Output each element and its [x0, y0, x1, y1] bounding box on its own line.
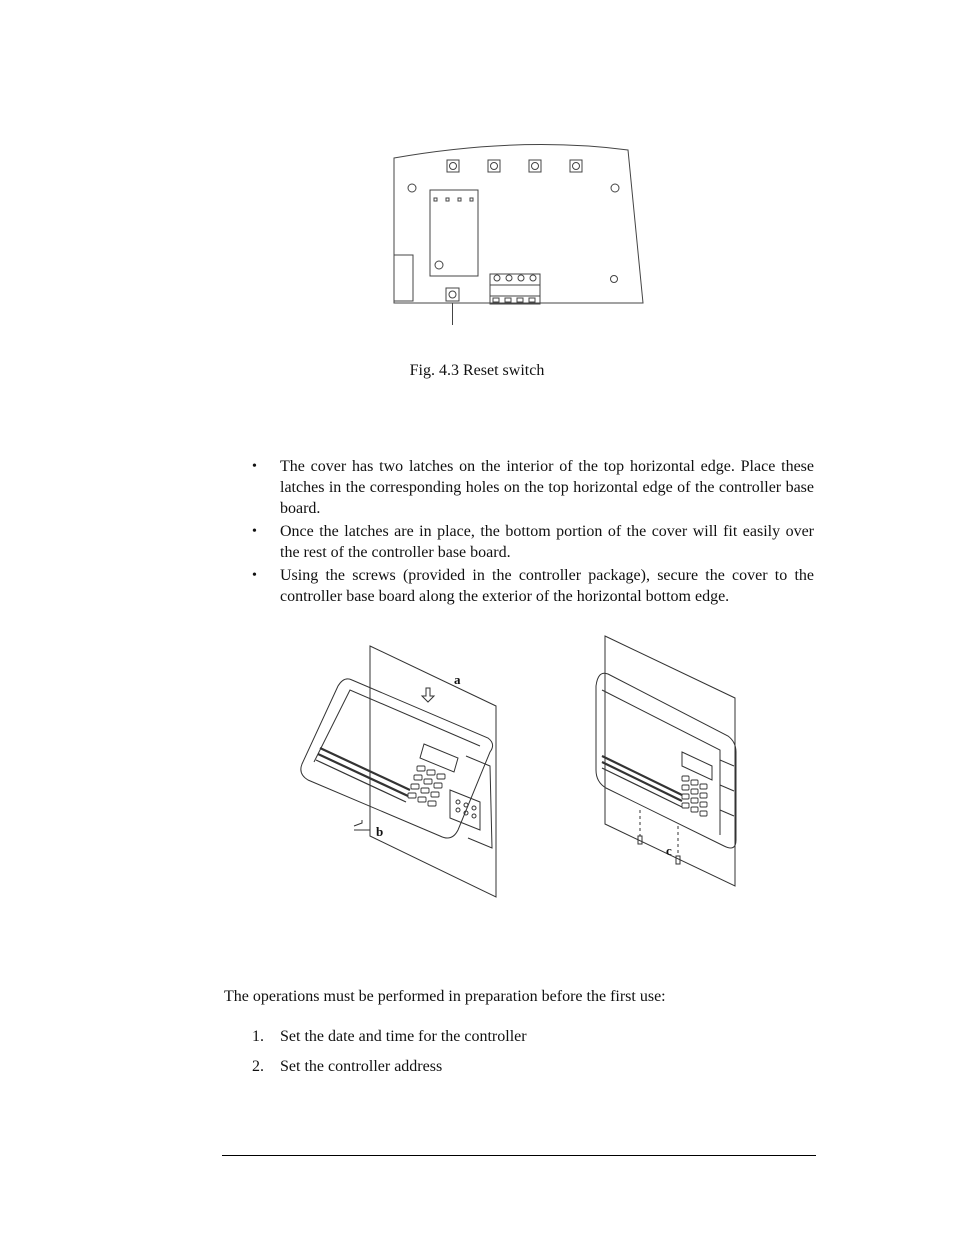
figure-caption: Fig. 4.3 Reset switch — [409, 362, 545, 379]
footer-divider — [222, 1155, 816, 1156]
list-item-text: Using the screws (provided in the controller package), secure the cover to the controller base board along the exterior of the horizontal bottom edge. — [280, 567, 814, 605]
reset-switch-diagram — [380, 138, 660, 330]
list-item-text: The cover has two latches on the interior of the top horizontal edge. Place these latches in the corresponding holes on the top horizontal edge of the controller base board. — [280, 458, 814, 517]
label-b: b — [376, 824, 384, 839]
list-item — [252, 521, 814, 563]
list-item — [252, 456, 814, 519]
bullet-icon: • — [252, 459, 257, 474]
list-item — [252, 565, 814, 607]
list-item-text: Once the latches are in place, the bottom portion of the cover will fit easily over the rest of the controller base board. — [280, 523, 814, 561]
list-item — [252, 1058, 527, 1088]
label-a: a — [454, 672, 461, 687]
intro-paragraph: The operations must be performed in preparation before the first use: — [224, 988, 666, 1005]
step-text: Set the controller address — [280, 1058, 443, 1075]
list-item — [252, 1028, 527, 1058]
step-number: 2. — [252, 1058, 264, 1075]
bullet-icon: • — [252, 568, 257, 583]
label-c: c — [666, 843, 672, 858]
bullet-icon: • — [252, 524, 257, 539]
cover-installation-diagram — [290, 630, 750, 900]
instruction-list — [252, 456, 814, 609]
step-number: 1. — [252, 1028, 264, 1045]
step-text: Set the date and time for the controller — [280, 1028, 527, 1045]
steps-list — [252, 1028, 527, 1088]
